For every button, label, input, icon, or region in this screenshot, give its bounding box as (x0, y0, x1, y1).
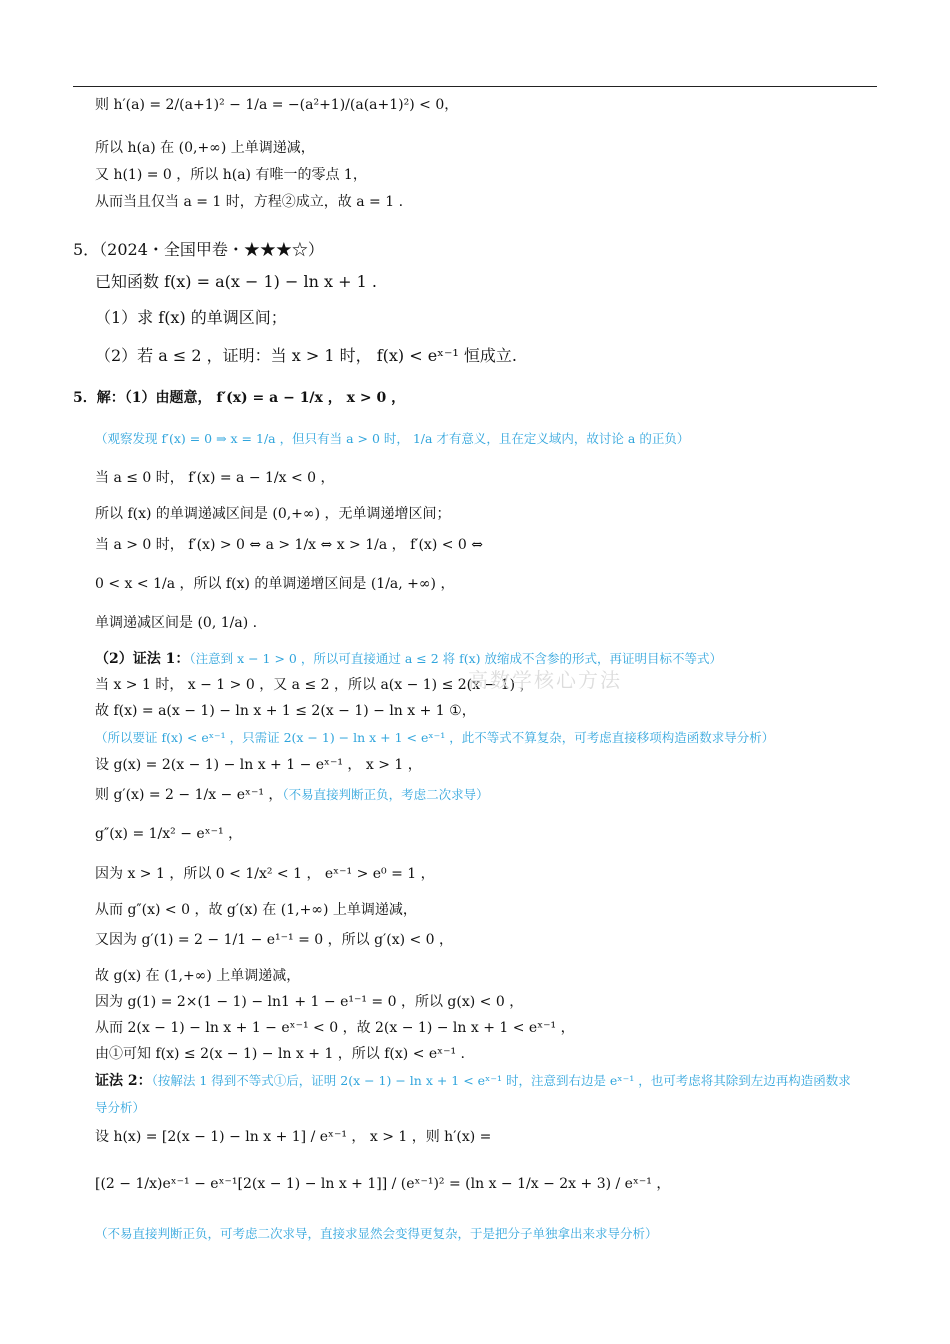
text-line: 从而 2(x − 1) − ln x + 1 − eˣ⁻¹ < 0 ，故 2(x − 1) − ln x + 1 < eˣ⁻¹ ， (95, 1020, 575, 1036)
note-line: （观察发现 f′(x) = 0 ⇒ x = 1/a ，但只有当 a > 0 时， 1/a 才有意义，且在定义域内，故讨论 a 的正负） (95, 431, 690, 446)
text-line: 由①可知 f(x) ≤ 2(x − 1) − ln x + 1 ，所以 f(x) < eˣ⁻¹ . (95, 1046, 466, 1062)
text-line: 0 < x < 1/a ，所以 f(x) 的单调递增区间是 (1/a, +∞) ， (95, 576, 455, 592)
problem-part-1: （1）求 f(x) 的单调区间； (95, 308, 287, 327)
proof-1-label: （2）证法 1： (95, 651, 190, 667)
solution-heading: 5．解：（1）由题意， f′(x) = a − 1/x ， x > 0 ， (73, 390, 406, 406)
proof-2-header (95, 1072, 890, 1090)
text-line: 因为 g(1) = 2×(1 − 1) − ln1 + 1 − e¹⁻¹ = 0 ，所以 g(x) < 0 ， (95, 994, 524, 1010)
text-line: 设 g(x) = 2(x − 1) − ln x + 1 − eˣ⁻¹ ， x > 1 ， (95, 757, 422, 773)
text-line (95, 786, 890, 804)
text-line: 从而 g″(x) < 0 ，故 g′(x) 在 (1,+∞) 上单调递减， (95, 902, 417, 918)
text-line: 则 h′(a) = 2/(a+1)² − 1/a = −(a²+1)/(a(a+1)²) < 0， (95, 97, 459, 113)
watermark-text: 高数学核心方法 (468, 668, 622, 692)
note-inline: （按解法 1 得到不等式①后，证明 2(x − 1) − ln x + 1 < eˣ⁻¹ 时，注意到右边是 eˣ⁻¹ ，也可考虑将其除到左边再构造函数求 (151, 1073, 851, 1088)
note-line: 导分析） (95, 1100, 146, 1115)
text-line: 因为 x > 1 ，所以 0 < 1/x² < 1 ， eˣ⁻¹ > e⁰ = 1 ， (95, 866, 435, 882)
problem-part-2: （2）若 a ≤ 2 ，证明：当 x > 1 时， f(x) < eˣ⁻¹ 恒成立. (95, 346, 517, 365)
problem-statement: 已知函数 f(x) = a(x − 1) − ln x + 1 . (95, 272, 377, 291)
text-line: 单调递减区间是 (0, 1/a) . (95, 615, 258, 631)
text-line: 又 h(1) = 0 ，所以 h(a) 有唯一的零点 1， (95, 167, 367, 183)
problem-heading: 5．（2024・全国甲卷・★★★☆） (73, 240, 324, 259)
text-line: 当 x > 1 时， x − 1 > 0 ，又 a ≤ 2 ，所以 a(x − 1) ≤ 2(x − 1) ， (95, 677, 534, 693)
text-line: [(2 − 1/x)eˣ⁻¹ − eˣ⁻¹[2(x − 1) − ln x + 1]] / (eˣ⁻¹)² = (ln x − 1/x − 2x + 3) / eˣ⁻¹ ， (95, 1176, 671, 1192)
text-line: 从而当且仅当 a = 1 时，方程②成立，故 a = 1 . (95, 194, 404, 210)
text-line: 又因为 g′(1) = 2 − 1/1 − e¹⁻¹ = 0 ，所以 g′(x) < 0 ， (95, 932, 454, 948)
text-line: 所以 h(a) 在 (0,+∞) 上单调递减， (95, 140, 315, 156)
note-inline: （注意到 x − 1 > 0 ，所以可直接通过 a ≤ 2 将 f(x) 放缩成不含参的形式，再证明目标不等式） (189, 651, 723, 666)
proof-2-label: 证法 2： (95, 1073, 152, 1089)
note-line: （不易直接判断正负，可考虑二次求导，直接求显然会变得更复杂，于是把分子单独拿出来求导分析） (95, 1226, 658, 1241)
text-line: 当 a > 0 时， f′(x) > 0 ⇔ a > 1/x ⇔ x > 1/a ， f′(x) < 0 ⇔ (95, 537, 484, 553)
text-line: 故 g(x) 在 (1,+∞) 上单调递减， (95, 968, 301, 984)
text-segment: 则 g′(x) = 2 − 1/x − eˣ⁻¹ ， (95, 787, 283, 803)
note-inline: （不易直接判断正负，考虑二次求导） (282, 787, 489, 802)
text-line: 故 f(x) = a(x − 1) − ln x + 1 ≤ 2(x − 1) − ln x + 1 ①， (95, 703, 476, 719)
text-line: 所以 f(x) 的单调递减区间是 (0,+∞) ，无单调递增区间； (95, 506, 451, 522)
text-line: 当 a ≤ 0 时， f′(x) = a − 1/x < 0 ， (95, 470, 335, 486)
header-rule (73, 86, 877, 87)
note-line: （所以要证 f(x) < eˣ⁻¹ ，只需证 2(x − 1) − ln x + 1 < eˣ⁻¹ ，此不等式不算复杂，可考虑直接移项构造函数求导分析） (95, 730, 775, 745)
text-line: 设 h(x) = [2(x − 1) − ln x + 1] / eˣ⁻¹ ， x > 1 ，则 h′(x) = (95, 1129, 492, 1145)
text-line: g″(x) = 1/x² − eˣ⁻¹ ， (95, 826, 243, 842)
